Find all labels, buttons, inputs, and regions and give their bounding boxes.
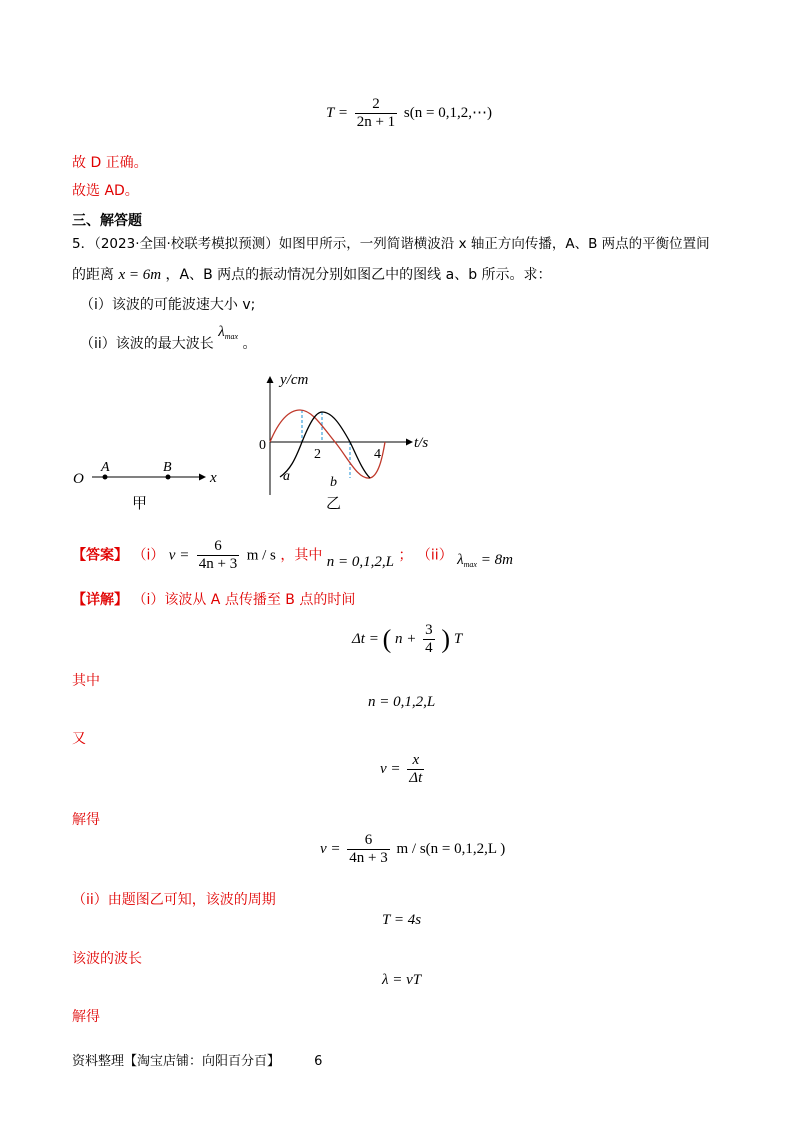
point-b-dot bbox=[166, 475, 171, 480]
footer bbox=[72, 1050, 322, 1069]
question-line2 bbox=[72, 264, 552, 284]
answer-v-lhs: v = bbox=[168, 547, 190, 564]
question-sub-ii-end: 。 bbox=[242, 336, 257, 352]
figure-yi bbox=[250, 370, 429, 510]
point-a-dot bbox=[103, 475, 108, 480]
eq-delta-t: Δt = ( n + $\frac{3}{4}$ ) T bbox=[352, 622, 463, 656]
caption-jia: 甲 bbox=[132, 494, 148, 512]
detail-solve1: 解得 bbox=[72, 812, 100, 828]
line-d-correct: 故 D 正确。 bbox=[72, 155, 148, 171]
label-x-axis: x bbox=[210, 470, 217, 486]
answer-part-ii: （ii） bbox=[416, 547, 453, 564]
detail-wavelength: 该波的波长 bbox=[72, 951, 142, 967]
detail-where: 其中 bbox=[72, 673, 100, 689]
eq-period: T = 4s bbox=[382, 912, 422, 928]
detail-tag: 【详解】 bbox=[72, 592, 128, 608]
footer-text: 资料整理【淘宝店铺：向阳百分百】 bbox=[72, 1054, 281, 1069]
detail-solve2: 解得 bbox=[72, 1009, 100, 1025]
lambda-symbol: $\lambda_{max}$ bbox=[218, 324, 239, 341]
section-title: 三、解答题 bbox=[72, 213, 142, 229]
question-sub-ii-text: （ii）该波的最大波长 bbox=[80, 336, 214, 352]
formula-num: 2 bbox=[355, 96, 397, 114]
question-sub-ii bbox=[80, 324, 257, 353]
detail-intro-text: （i）该波从 A 点传播至 B 点的时间 bbox=[132, 592, 356, 608]
eq-v-result: v = $\frac{6}{4n + 3}$ m / s(n = 0,1,2,L ) bbox=[320, 832, 506, 866]
eq-v-def: v = $\frac{x}{\Delta t}$ bbox=[380, 752, 423, 786]
answer-n-values: n = 0,1,2,L bbox=[326, 553, 395, 570]
formula-period bbox=[326, 96, 492, 131]
answer-where: ，其中 bbox=[280, 547, 323, 564]
formula-tail: s(n = 0,1,2,⋯) bbox=[403, 104, 492, 121]
label-curve-a: a bbox=[283, 469, 290, 484]
detail-also: 又 bbox=[72, 731, 86, 747]
eq-n-values: n = 0,1,2,L bbox=[368, 694, 436, 710]
question-line2-pre: 的距离 bbox=[72, 267, 114, 283]
eq-lambda: λ = vT bbox=[382, 972, 422, 988]
answer-semicolon: ； bbox=[398, 547, 413, 564]
label-point-a: A bbox=[101, 460, 110, 475]
answer-lambda: $\lambda_{max} = 8m$ bbox=[457, 551, 513, 569]
formula-fraction bbox=[355, 96, 397, 131]
question-line2-post: ，A、B 两点的振动情况分别如图乙中的图线 a、b 所示。求： bbox=[165, 267, 552, 283]
label-y-axis: y/cm bbox=[280, 372, 309, 388]
page-number: 6 bbox=[314, 1054, 323, 1069]
answer-line bbox=[72, 538, 513, 573]
figure-jia bbox=[70, 460, 230, 510]
tick-2: 2 bbox=[314, 447, 321, 462]
tick-4: 4 bbox=[374, 447, 381, 462]
formula-lhs: T = bbox=[326, 104, 348, 121]
question-line1: 5．（2023·全国·校联考模拟预测）如图甲所示，一列简谐横波沿 x 轴正方向传播，A、B 两点的平衡位置间 bbox=[72, 236, 710, 252]
wave-b-curve bbox=[270, 410, 385, 478]
answer-v-fraction: $\frac{6}{4n + 3}$ bbox=[198, 538, 238, 572]
caption-yi: 乙 bbox=[326, 494, 342, 512]
detail-intro bbox=[72, 589, 355, 609]
formula-den: 2n + 1 bbox=[356, 114, 396, 130]
answer-part-i: （i） bbox=[132, 547, 165, 564]
label-origin: O bbox=[73, 471, 84, 487]
tick-0: 0 bbox=[259, 438, 266, 453]
line-choose: 故选 AD。 bbox=[72, 183, 139, 199]
label-curve-b: b bbox=[330, 475, 337, 490]
wave-a-curve bbox=[280, 412, 370, 478]
answer-v-unit: m / s bbox=[246, 547, 276, 564]
label-point-b: B bbox=[163, 460, 172, 475]
label-t-axis: t/s bbox=[414, 435, 429, 451]
question-sub-i: （i）该波的可能波速大小 v; bbox=[80, 297, 256, 313]
answer-tag: 【答案】 bbox=[72, 547, 128, 564]
detail-part-ii: （ii）由题图乙可知，该波的周期 bbox=[72, 892, 276, 908]
question-distance: x = 6m bbox=[118, 267, 162, 283]
